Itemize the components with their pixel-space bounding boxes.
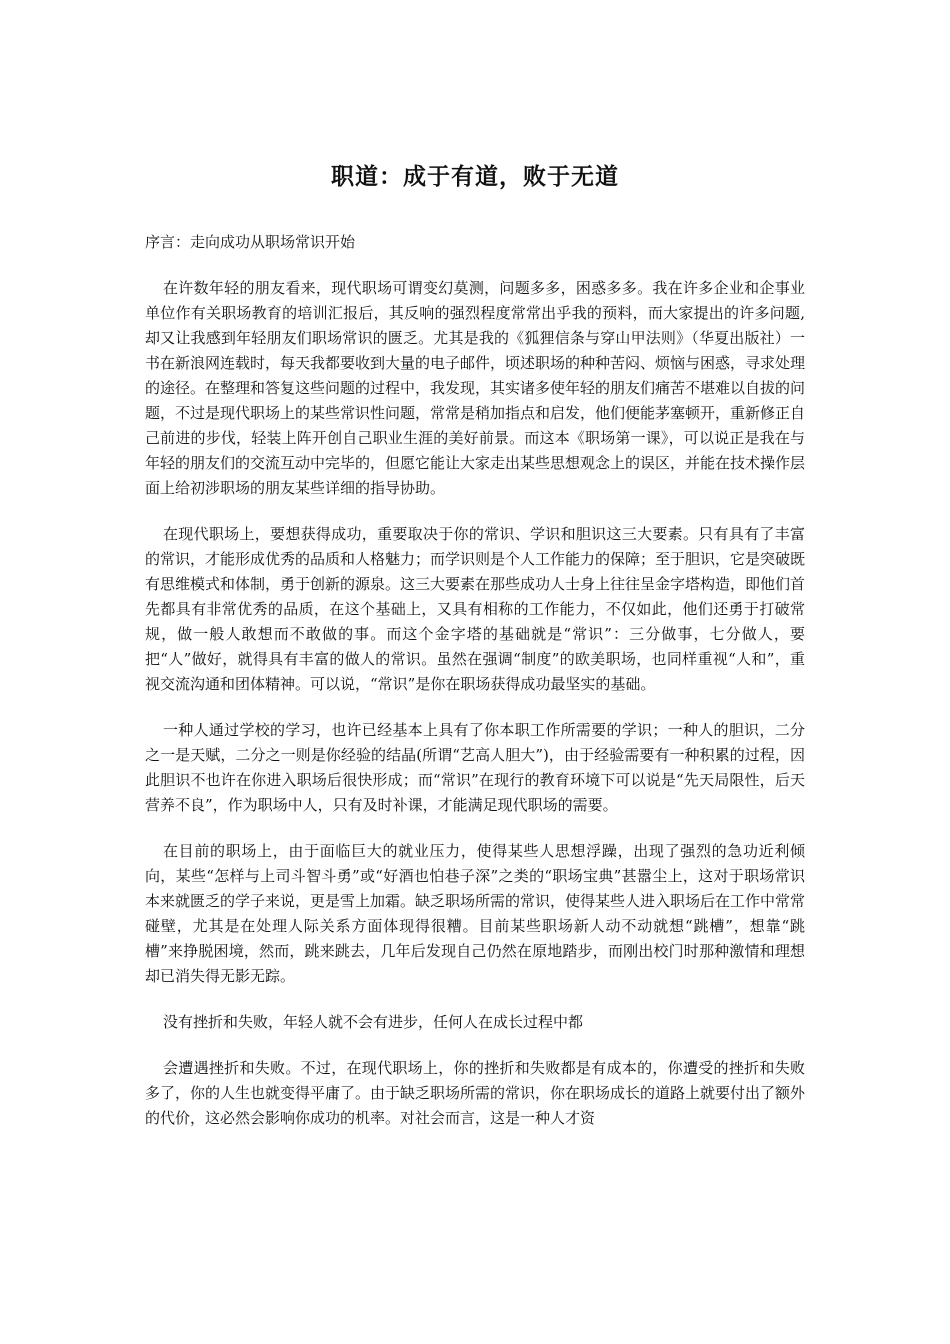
paragraph: 在现代职场上，要想获得成功，重要取决于你的常识、学识和胆识这三大要素。只有具有了丰富的常识，才能形成优秀的品质和人格魅力；而学识则是个人工作能力的保障；至于胆识，它是突破既有思维模式和体制，勇于创新的源泉。这三大要素在那些成功人士身上往往呈金字塔构造，即他们首先都具有非常优秀的品质，在这个基础上，又具有相称的工作能力，不仅如此，他们还勇于打破常规，做一般人敢想而不敢做的事。而这个金字塔的基础就是“常识”：三分做事，七分做人，要把“人”做好，就得具有丰富的做人的常识。虽然在强调“制度”的欧美职场，也同样重视“人和”，重视交流沟通和团体精神。可以说，“常识”是你在职场获得成功最坚实的基础。 (145, 525, 806, 693)
paragraph: 一种人通过学校的学习，也许已经基本上具有了你本职工作所需要的学识；一种人的胆识，二分之一是天赋，二分之一则是你经验的结晶(所谓“艺高人胆大”)，由于经验需要有一种积累的过程，因此胆识不也许在你进入职场后很快形成；而“常识”在现行的教育环境下可以说是“先天局限性，后天营养不良”，作为职场中人，只有及时补课，才能满足现代职场的需要。 (145, 721, 805, 814)
preface-heading: 序言：走向成功从职场常识开始 (145, 233, 356, 251)
document-title: 职道：成于有道，败于无道 (331, 163, 619, 190)
paragraph: 没有挫折和失败，年轻人就不会有进步，任何人在成长过程中都 (163, 1013, 584, 1031)
paragraph: 在目前的职场上，由于面临巨大的就业压力，使得某些人思想浮躁，出现了强烈的急功近利倾向，某些“怎样与上司斗智斗勇”或“好酒也怕巷子深”之类的“职场宝典”甚嚣尘上，这对于职场常识本来就匮乏的学子来说，更是雪上加霜。缺乏职场所需的常识，使得某些人进入职场后在工作中常常碰壁，尤其是在处理人际关系方面体现得很糟。目前某些职场新人动不动就想“跳槽”，想靠“跳槽”来挣脱困境，然而，跳来跳去，几年后发现自己仍然在原地踏步，而刚出校门时那种激情和理想却已消失得无影无踪。 (145, 842, 806, 985)
paragraph: 会遭遇挫折和失败。不过，在现代职场上，你的挫折和失败都是有成本的，你遭受的挫折和失败多了，你的人生也就变得平庸了。由于缺乏职场所需的常识，你在职场成长的道路上就要付出了额外的代价，这必然会影响你成功的机率。对社会而言，这是一种人才资 (145, 1059, 806, 1127)
document-body (145, 230, 805, 1152)
paragraph: 在许数年轻的朋友看来，现代职场可谓变幻莫测，问题多多，困惑多多。我在许多企业和企事业单位作有关职场教育的培训汇报后，其反响的强烈程度常常出乎我的预料，而大家提出的许多问题,却又让我感到年轻朋友们职场常识的匮乏。尤其是我的《狐狸信条与穿山甲法则》（华夏出版社）一书在新浪网连载时，每天我都要收到大量的电子邮件，顷述职场的种种苦闷、烦恼与困惑，寻求处理的途径。在整理和答复这些问题的过程中，我发现，其实诸多使年轻的朋友们痛苦不堪难以自拔的问题，不过是现代职场上的某些常识性问题，常常是稍加指点和启发，他们便能茅塞顿开，重新修正自己前进的步伐，轻装上阵开创自己职业生涯的美好前景。而这本《职场第一课》，可以说正是我在与年轻的朋友们的交流互动中完毕的，但愿它能让大家走出某些思想观念上的误区，并能在技术操作层面上给初涉职场的朋友某些详细的指导协助。 (145, 279, 806, 497)
